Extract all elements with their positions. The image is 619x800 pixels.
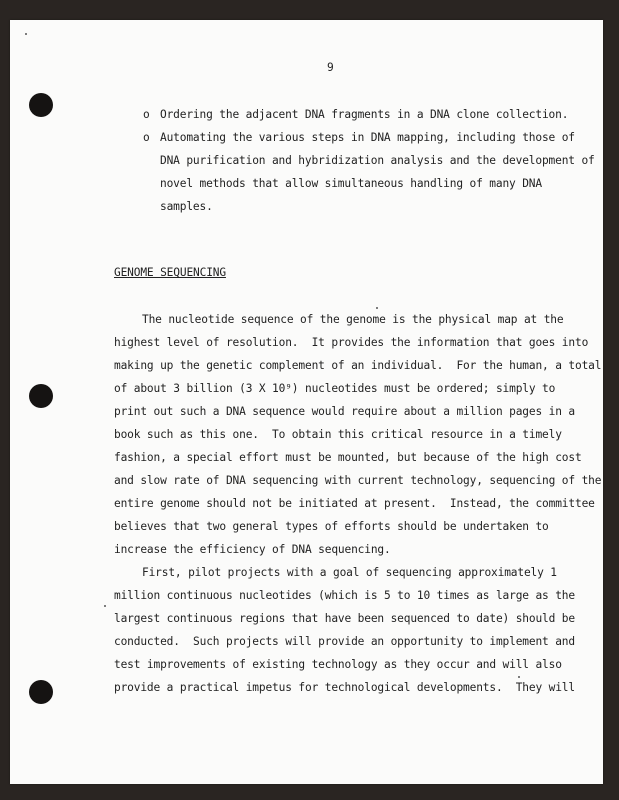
bullet-marker: o xyxy=(143,131,150,144)
paragraph-line: highest level of resolution. It provides the information that goes into xyxy=(114,336,589,349)
binder-hole-middle xyxy=(29,384,53,408)
paragraph-line: increase the efficiency of DNA sequencing. xyxy=(114,543,391,556)
paragraph-line: print out such a DNA sequence would require about a million pages in a xyxy=(114,405,575,418)
paragraph-line: book such as this one. To obtain this critical resource in a timely xyxy=(114,428,562,441)
binder-hole-top xyxy=(29,93,53,117)
bullet-line: DNA purification and hybridization analysis and the development of xyxy=(160,154,595,167)
paragraph-line: million continuous nucleotides (which is 5 to 10 times as large as the xyxy=(114,589,575,602)
paragraph-line: entire genome should not be initiated at present. Instead, the committee xyxy=(114,497,595,510)
binder-hole-bottom xyxy=(29,680,53,704)
section-heading: GENOME SEQUENCING xyxy=(114,266,226,279)
paragraph-line: provide a practical impetus for technological developments. They will xyxy=(114,681,575,694)
paragraph-line: test improvements of existing technology as they occur and will also xyxy=(114,658,562,671)
paper-speck xyxy=(104,605,106,607)
paragraph-line: fashion, a special effort must be mounted, but because of the high cost xyxy=(114,451,582,464)
paper-speck xyxy=(25,33,27,35)
paragraph-line: First, pilot projects with a goal of sequencing approximately 1 xyxy=(142,566,557,579)
paragraph-line: largest continuous regions that have been sequenced to date) should be xyxy=(114,612,575,625)
paragraph-line: and slow rate of DNA sequencing with current technology, sequencing of the xyxy=(114,474,602,487)
bullet-line: Ordering the adjacent DNA fragments in a DNA clone collection. xyxy=(160,108,569,121)
paragraph-line: believes that two general types of efforts should be undertaken to xyxy=(114,520,549,533)
paragraph-line: making up the genetic complement of an individual. For the human, a total xyxy=(114,359,602,372)
bullet-line: samples. xyxy=(160,200,213,213)
paper-speck xyxy=(518,676,520,678)
paragraph-line: of about 3 billion (3 X 10⁹) nucleotides must be ordered; simply to xyxy=(114,382,556,395)
bullet-marker: o xyxy=(143,108,150,121)
paper-speck xyxy=(376,307,378,309)
paragraph-line: The nucleotide sequence of the genome is the physical map at the xyxy=(142,313,564,326)
page-number: 9 xyxy=(327,61,334,74)
paragraph-line: conducted. Such projects will provide an opportunity to implement and xyxy=(114,635,575,648)
bullet-line: Automating the various steps in DNA mapping, including those of xyxy=(160,131,575,144)
bullet-line: novel methods that allow simultaneous handling of many DNA xyxy=(160,177,542,190)
document-page xyxy=(10,20,603,784)
